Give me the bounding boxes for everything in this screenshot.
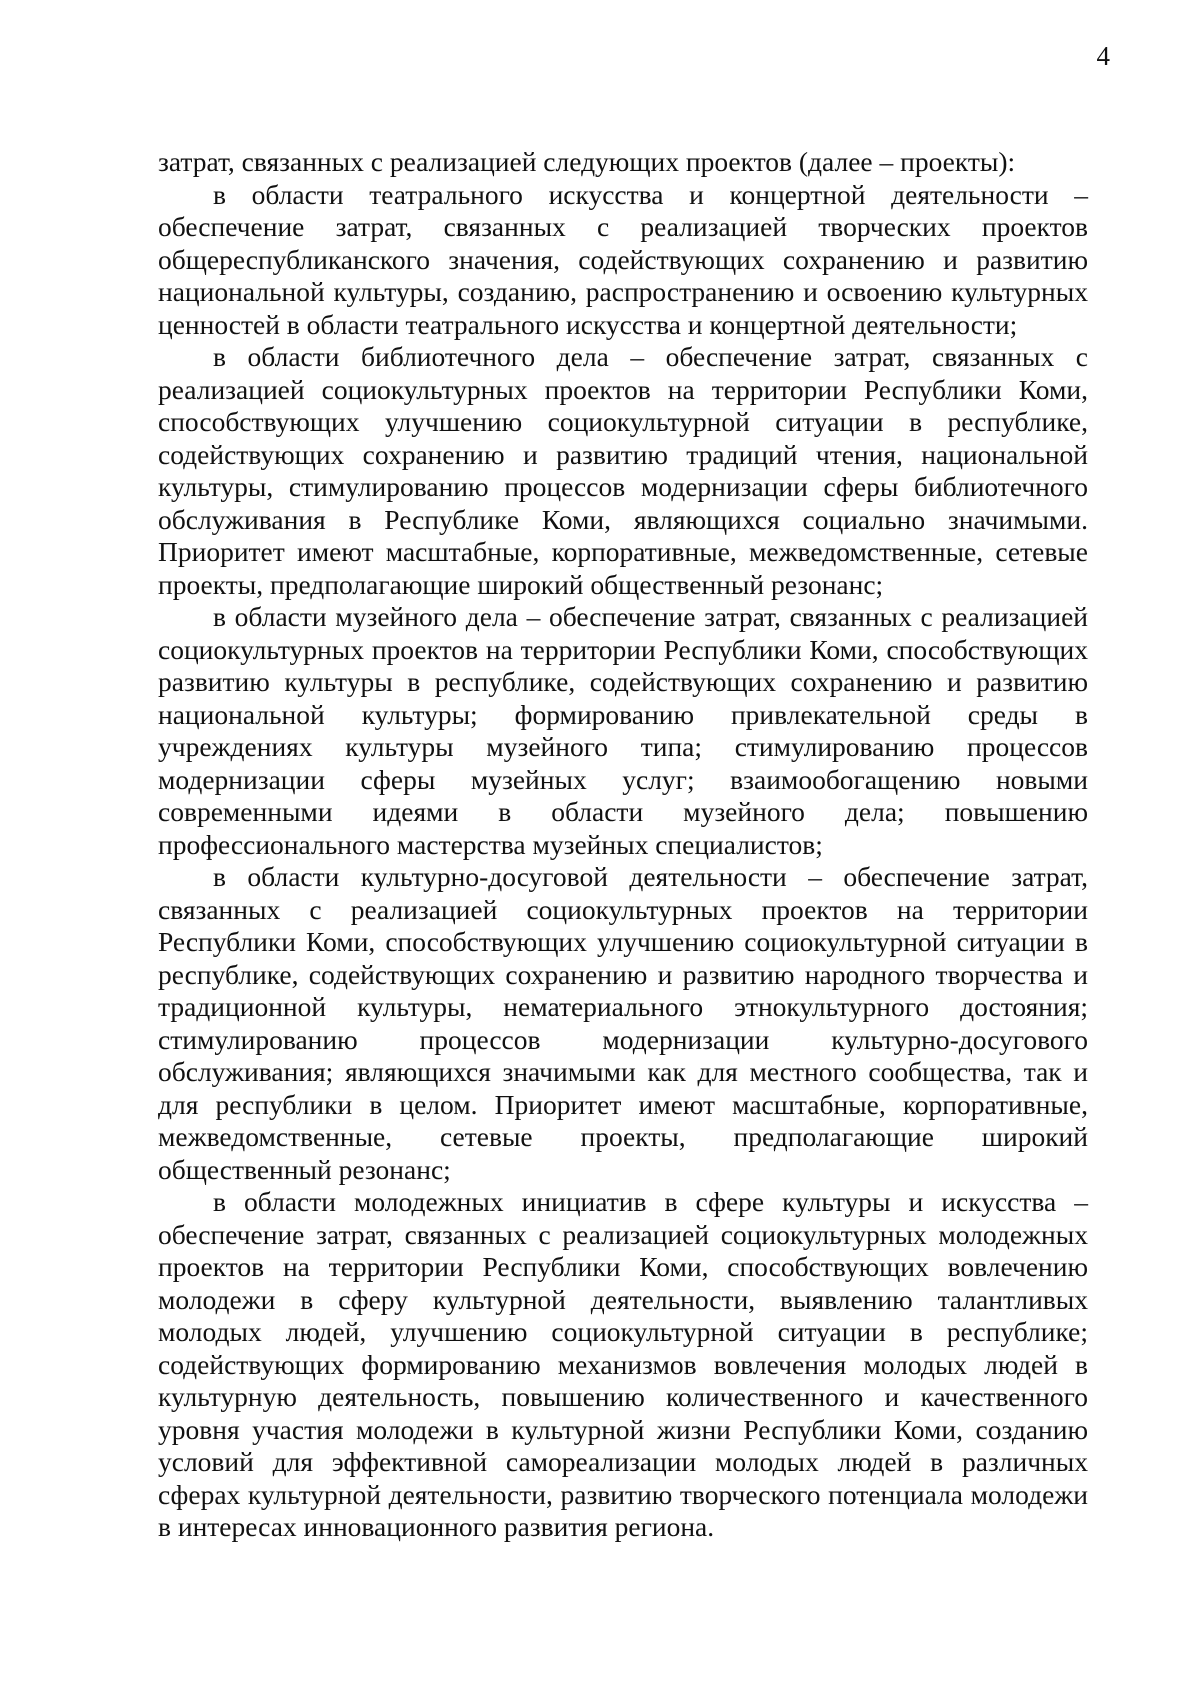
paragraph-theatre: в области театрального искусства и концертной деятельности – обеспечение затрат, связанных с реализацией творческих проектов общереспубликанского значения, содействующих сохранению и развитию национальной культуры, созданию, распространению и освоению культурных ценностей в области театрального искусства и концертной деятельности; bbox=[158, 178, 1088, 340]
paragraph-cultural-leisure: в области культурно-досуговой деятельности – обеспечение затрат, связанных с реализацией социокультурных проектов на территории Республики Коми, способствующих улучшению социокультурной ситуации в республике, содействующих сохранению и развитию народного творчества и традиционной культуры, нематериального этнокультурного достояния; стимулированию процессов модернизации культурно-досугового обслуживания; являющихся значимыми как для местного сообщества, так и для республики в целом. Приоритет имеют масштабные, корпоративные, межведомственные, сетевые проекты, предполагающие широкий общественный резонанс; bbox=[158, 861, 1088, 1185]
page-number: 4 bbox=[1096, 41, 1110, 71]
document-body bbox=[158, 146, 1088, 1544]
paragraph-continuation: затрат, связанных с реализацией следующих проектов (далее – проекты): bbox=[158, 146, 1016, 177]
paragraph-youth-initiatives: в области молодежных инициатив в сфере культуры и искусства – обеспечение затрат, связанных с реализацией социокультурных молодежных проектов на территории Республики Коми, способствующих вовлечению молодежи в сферу культурной деятельности, выявлению талантливых молодых людей, улучшению социокультурной ситуации в республике; содействующих формированию механизмов вовлечения молодых людей в культурную деятельность, повышению количественного и качественного уровня участия молодежи в культурной жизни Республики Коми, созданию условий для эффективной самореализации молодых людей в различных сферах культурной деятельности, развитию творческого потенциала молодежи в интересах инновационного развития региона. bbox=[158, 1186, 1088, 1542]
paragraph-library: в области библиотечного дела – обеспечение затрат, связанных с реализацией социокультурных проектов на территории Республики Коми, способствующих улучшению социокультурной ситуации в республике, содействующих сохранению и развитию традиций чтения, национальной культуры, стимулированию процессов модернизации сферы библиотечного обслуживания в Республике Коми, являющихся социально значимыми. Приоритет имеют масштабные, корпоративные, межведомственные, сетевые проекты, предполагающие широкий общественный резонанс; bbox=[158, 341, 1088, 600]
paragraph-museum: в области музейного дела – обеспечение затрат, связанных с реализацией социокультурных проектов на территории Республики Коми, способствующих развитию культуры в республике, содействующих сохранению и развитию национальной культуры; формированию привлекательной среды в учреждениях культуры музейного типа; стимулированию процессов модернизации сферы музейных услуг; взаимообогащению новыми современными идеями в области музейного дела; повышению профессионального мастерства музейных специалистов; bbox=[158, 601, 1088, 860]
